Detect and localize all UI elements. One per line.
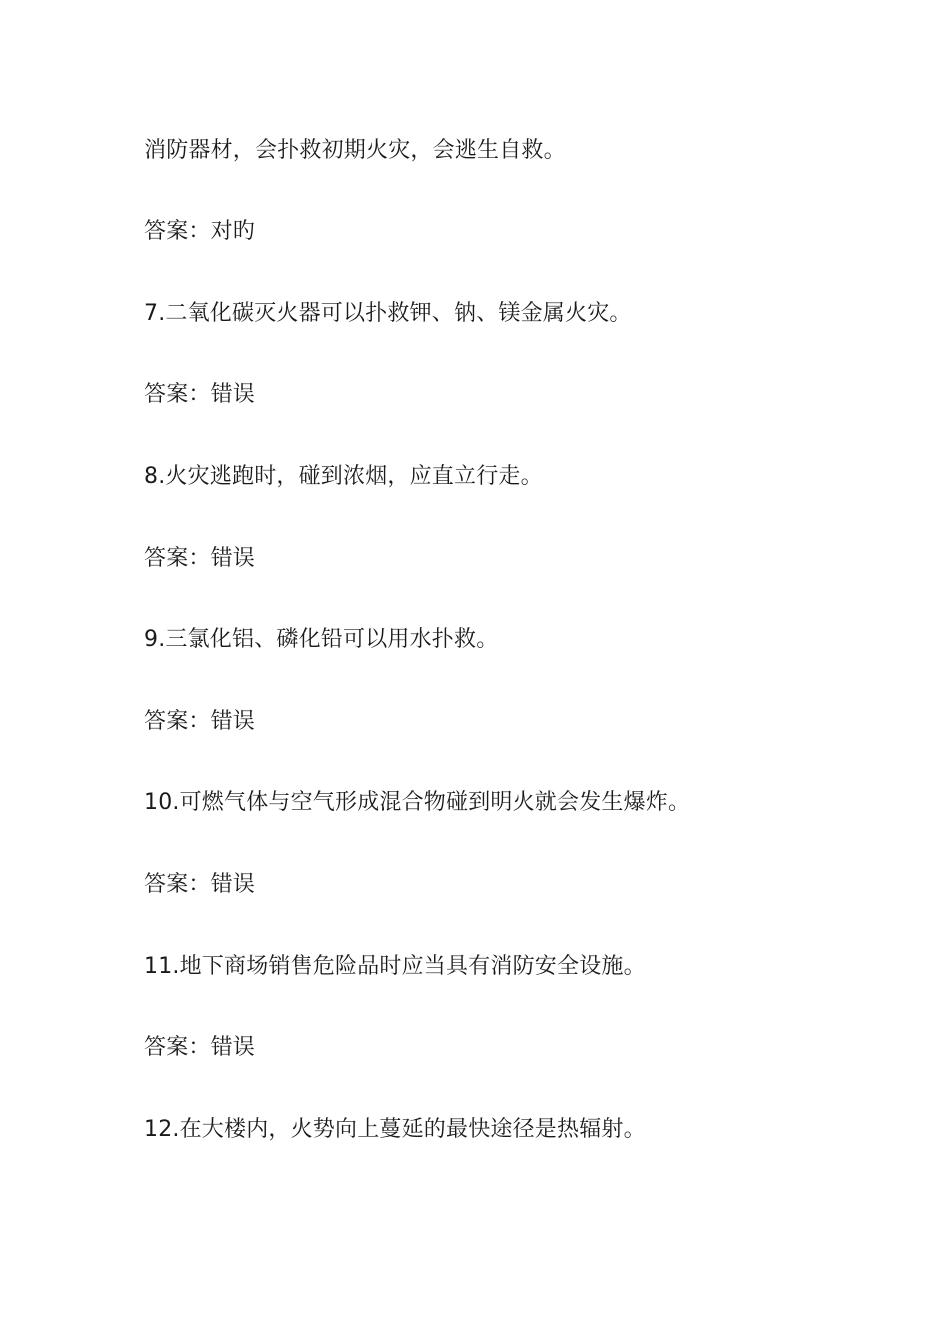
question-10: 10.可燃气体与空气形成混合物碰到明火就会发生爆炸。 <box>144 790 691 815</box>
question-6-continuation: 消防器材，会扑救初期火灾，会逃生自救。 <box>144 138 566 163</box>
question-9: 9.三氯化铝、磷化铅可以用水扑救。 <box>144 627 499 652</box>
question-11: 11.地下商场销售危险品时应当具有消防安全设施。 <box>144 954 646 979</box>
answer-11: 答案：错误 <box>144 1035 256 1060</box>
question-8: 8.火灾逃跑时，碰到浓烟，应直立行走。 <box>144 464 543 489</box>
answer-6: 答案：对旳 <box>144 219 256 244</box>
answer-9: 答案：错误 <box>144 709 256 734</box>
answer-7: 答案：错误 <box>144 382 256 407</box>
question-7: 7.二氧化碳灭火器可以扑救钾、钠、镁金属火灾。 <box>144 301 632 326</box>
question-12: 12.在大楼内，火势向上蔓延的最快途径是热辐射。 <box>144 1117 646 1142</box>
answer-8: 答案：错误 <box>144 546 256 571</box>
answer-10: 答案：错误 <box>144 872 256 897</box>
